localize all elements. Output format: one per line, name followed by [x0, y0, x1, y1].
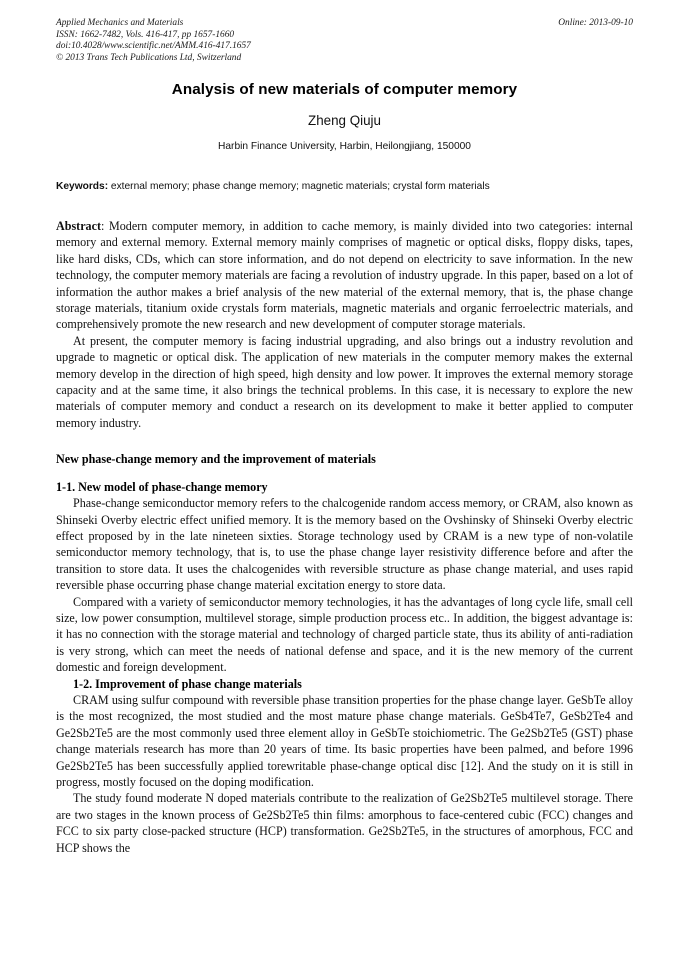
author-affiliation: Harbin Finance University, Harbin, Heilongjiang, 150000 — [218, 141, 471, 152]
author-name: Zheng Qiuju — [308, 113, 381, 128]
journal-name: Applied Mechanics and Materials — [56, 18, 184, 28]
abstract-paragraph — [56, 218, 633, 333]
abstract-section — [56, 218, 633, 431]
section-paragraph-4: The study found moderate N doped materials contribute to the realization of Ge2Sb2Te5 multilevel storage. There are two stages in the known process of Ge2Sb2Te5 thin films: amorphous to face-centered cubic (FCC) changes and FCC to six party close-packed structure (HCP) transformation. Ge2Sb2Te5, in the structures of amorphous, FCC and HCP shows the — [56, 791, 633, 855]
section-paragraph-2: Compared with a variety of semiconductor memory technologies, it has the advantages of long cycle life, small cell size, low power consumption, multilevel storage, simple production process etc.. In addition, the biggest advantage is: it has no connection with the storage material and technology of charged particle state, thus its ability of anti-radiation is very strong, which can meet the needs of national defense and space, and it is the new memory of the current domestic and foreign development. — [56, 594, 633, 675]
journal-doi: doi:10.4028/www.scientific.net/AMM.416-417.1657 — [56, 41, 251, 52]
abstract-body: : Modern computer memory, in addition to cache memory, is mainly divided into two categories: internal memory and external memory. External memory mainly comprises of magnetic or optical disks, floppy disks, tapes, like hard disks, CDs, which can store information, and do not depend on electricity to save information. In the new technology, the computer memory materials are facing a revolution of industry upgrade. In this paper, based on a lot of information the author makes a brief analysis of the new material of the external memory, that is, the phase change storage materials, titanium oxide crystals form materials, magnetic materials and organic ferroelectric materials, and comprehensively promote the new research and new development of computer storage materials. — [56, 219, 633, 332]
section-heading-1: New phase-change memory and the improvement of materials — [56, 452, 376, 467]
journal-running-header — [56, 18, 633, 66]
online-publication-date: Online: 2013-09-10 — [558, 18, 633, 28]
abstract-label: Abstract — [56, 219, 102, 233]
journal-issn: ISSN: 1662-7482, Vols. 416-417, pp 1657-1660 — [56, 29, 235, 40]
keywords-line — [56, 180, 633, 194]
keywords-value: external memory; phase change memory; magnetic materials; crystal form materials — [108, 181, 490, 192]
subsection-heading-1-2: 1-2. Improvement of phase change materials — [73, 676, 302, 691]
abstract-paragraph-2: At present, the computer memory is facing industrial upgrading, and also brings out a industry revolution and upgrade to magnetic or optical disk. The application of new materials in the computer memory makes the external memory develop in the direction of high speed, high density and low power. It improves the external memory storage capacity and at the same time, it also brings the technical problems. In this case, it is necessary to explore the new materials of computer memory and conduct a research on its development to make it better applied to computer memory industry. — [56, 333, 633, 430]
section-paragraph-3: CRAM using sulfur compound with reversible phase transition properties for the phase change layer. GeSbTe alloy is the most recognized, the most studied and the most mature phase change materials. GeSb4Te7, GeSb2Te4 and Ge2Sb2Te5 are the most commonly used three element alloy in GeSbTe stoichiometric. The Ge2Sb2Te5 (GST) phase change materials research has more than 20 years of time. Its basic properties have been palmed, and before 1996 Ge2Sb2Te5 has been successfully applied torewritable phase-change optical disc [12]. And the study on it is still in progress, mostly focused on the doping modification. — [56, 692, 633, 789]
journal-copyright: © 2013 Trans Tech Publications Ltd, Switzerland — [56, 52, 242, 63]
paper-title: Analysis of new materials of computer memory — [171, 81, 518, 98]
section-paragraph-1: Phase-change semiconductor memory refers to the chalcogenide random access memory, or CRAM, also known as Shinseki Overby electric effect unified memory. It is the memory based on the Ovshinsky of Shinseki Overby electric effect proposed by in the late nineteen sixties. Storage technology used by CRAM is a new type of non-volatile semiconductor memory technology, that is, to use the phase change layer resistivity difference before and after the transition to store data. It uses the chalcogenides with reversible structure as phase change material, and uses rapid reversible phase occurring phase change material excitation energy to store data. — [56, 496, 633, 593]
subsection-heading-1-1: 1-1. New model of phase-change memory — [56, 479, 268, 494]
keywords-label: Keywords: — [56, 181, 109, 192]
